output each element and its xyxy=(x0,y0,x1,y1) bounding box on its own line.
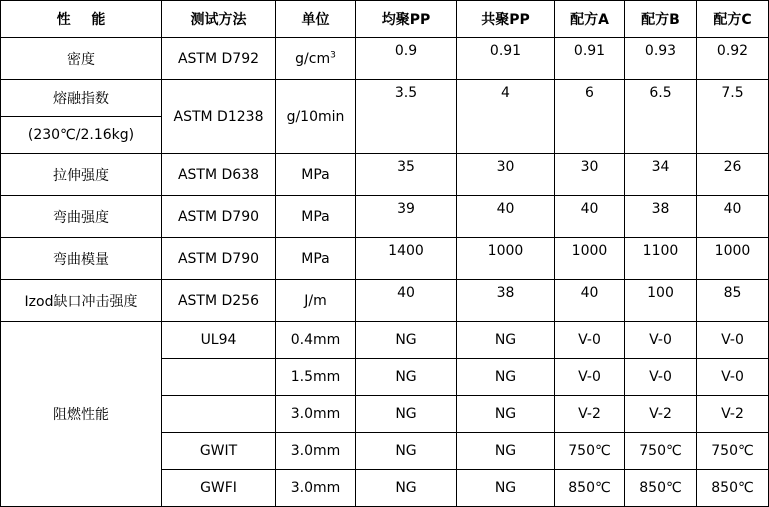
value-cell: 35 xyxy=(356,154,457,196)
unit-superscript: 3 xyxy=(330,49,336,60)
method-cell: GWFI xyxy=(162,470,276,507)
value-cell: 3.5 xyxy=(356,80,457,154)
value-cell: 750℃ xyxy=(555,433,625,470)
value-cell: 6.5 xyxy=(625,80,697,154)
value-cell: 850℃ xyxy=(697,470,769,507)
table-row xyxy=(1,80,769,117)
value-cell: 85 xyxy=(697,280,769,322)
value-cell: 100 xyxy=(625,280,697,322)
property-cell: 拉伸强度 xyxy=(1,154,162,196)
value-cell: 34 xyxy=(625,154,697,196)
header-test-method: 测试方法 xyxy=(162,1,276,38)
header-row xyxy=(1,1,769,38)
thickness-cell: 1.5mm xyxy=(276,359,356,396)
method-cell-empty xyxy=(162,359,276,396)
value-cell: 40 xyxy=(555,280,625,322)
header-homo-pp: 均聚PP xyxy=(356,1,457,38)
value-cell: 750℃ xyxy=(625,433,697,470)
unit-cell xyxy=(276,38,356,80)
method-cell-empty xyxy=(162,396,276,433)
value-cell: NG xyxy=(457,396,555,433)
value-cell: 38 xyxy=(625,196,697,238)
value-cell: V-0 xyxy=(625,359,697,396)
method-cell: ASTM D638 xyxy=(162,154,276,196)
value-cell: NG xyxy=(356,433,457,470)
table-row xyxy=(1,322,769,359)
value-cell: 750℃ xyxy=(697,433,769,470)
thickness-cell: 3.0mm xyxy=(276,433,356,470)
table-row xyxy=(1,238,769,280)
value-cell: 1000 xyxy=(697,238,769,280)
value-cell: NG xyxy=(356,322,457,359)
value-cell: NG xyxy=(356,470,457,507)
value-cell: 0.91 xyxy=(555,38,625,80)
unit-cell: MPa xyxy=(276,154,356,196)
value-cell: 40 xyxy=(555,196,625,238)
value-cell: V-2 xyxy=(555,396,625,433)
value-cell: V-0 xyxy=(555,359,625,396)
header-formula-a: 配方A xyxy=(555,1,625,38)
value-cell: 6 xyxy=(555,80,625,154)
value-cell: 1400 xyxy=(356,238,457,280)
value-cell: V-0 xyxy=(625,322,697,359)
value-cell: 850℃ xyxy=(625,470,697,507)
value-cell: 40 xyxy=(697,196,769,238)
value-cell: NG xyxy=(457,322,555,359)
header-unit: 单位 xyxy=(276,1,356,38)
value-cell: NG xyxy=(457,433,555,470)
value-cell: NG xyxy=(356,396,457,433)
method-cell: ASTM D790 xyxy=(162,238,276,280)
property-cell: Izod缺口冲击强度 xyxy=(1,280,162,322)
value-cell: V-0 xyxy=(697,322,769,359)
property-cell: 阻燃性能 xyxy=(1,322,162,507)
value-cell: 0.9 xyxy=(356,38,457,80)
header-co-pp: 共聚PP xyxy=(457,1,555,38)
value-cell: V-0 xyxy=(697,359,769,396)
value-cell: V-2 xyxy=(697,396,769,433)
value-cell: 0.93 xyxy=(625,38,697,80)
property-cell: 弯曲强度 xyxy=(1,196,162,238)
table-row xyxy=(1,154,769,196)
unit-cell: J/m xyxy=(276,280,356,322)
value-cell: NG xyxy=(457,359,555,396)
thickness-cell: 3.0mm xyxy=(276,470,356,507)
value-cell: 38 xyxy=(457,280,555,322)
value-cell: 0.92 xyxy=(697,38,769,80)
method-cell: ASTM D792 xyxy=(162,38,276,80)
value-cell: 26 xyxy=(697,154,769,196)
property-cell: 密度 xyxy=(1,38,162,80)
value-cell: 39 xyxy=(356,196,457,238)
unit-text: g/cm xyxy=(295,50,331,67)
method-cell: ASTM D1238 xyxy=(162,80,276,154)
method-cell: UL94 xyxy=(162,322,276,359)
method-cell: GWIT xyxy=(162,433,276,470)
value-cell: 0.91 xyxy=(457,38,555,80)
header-formula-b: 配方B xyxy=(625,1,697,38)
value-cell: 30 xyxy=(457,154,555,196)
value-cell: 850℃ xyxy=(555,470,625,507)
unit-cell: MPa xyxy=(276,238,356,280)
value-cell: NG xyxy=(457,470,555,507)
method-cell: ASTM D256 xyxy=(162,280,276,322)
property-cell: 弯曲模量 xyxy=(1,238,162,280)
header-formula-c: 配方C xyxy=(697,1,769,38)
value-cell: 7.5 xyxy=(697,80,769,154)
thickness-cell: 3.0mm xyxy=(276,396,356,433)
thickness-cell: 0.4mm xyxy=(276,322,356,359)
value-cell: 4 xyxy=(457,80,555,154)
value-cell: 30 xyxy=(555,154,625,196)
value-cell: 1100 xyxy=(625,238,697,280)
table-row xyxy=(1,38,769,80)
value-cell: 40 xyxy=(356,280,457,322)
value-cell: NG xyxy=(356,359,457,396)
value-cell: 1000 xyxy=(555,238,625,280)
value-cell: 40 xyxy=(457,196,555,238)
value-cell: V-2 xyxy=(625,396,697,433)
unit-cell: g/10min xyxy=(276,80,356,154)
property-cell: 熔融指数 xyxy=(1,80,162,117)
table-row xyxy=(1,196,769,238)
property-condition-cell: (230℃/2.16kg) xyxy=(1,117,162,154)
header-property: 性 能 xyxy=(1,1,162,38)
value-cell: V-0 xyxy=(555,322,625,359)
table-row xyxy=(1,280,769,322)
method-cell: ASTM D790 xyxy=(162,196,276,238)
unit-cell: MPa xyxy=(276,196,356,238)
value-cell: 1000 xyxy=(457,238,555,280)
